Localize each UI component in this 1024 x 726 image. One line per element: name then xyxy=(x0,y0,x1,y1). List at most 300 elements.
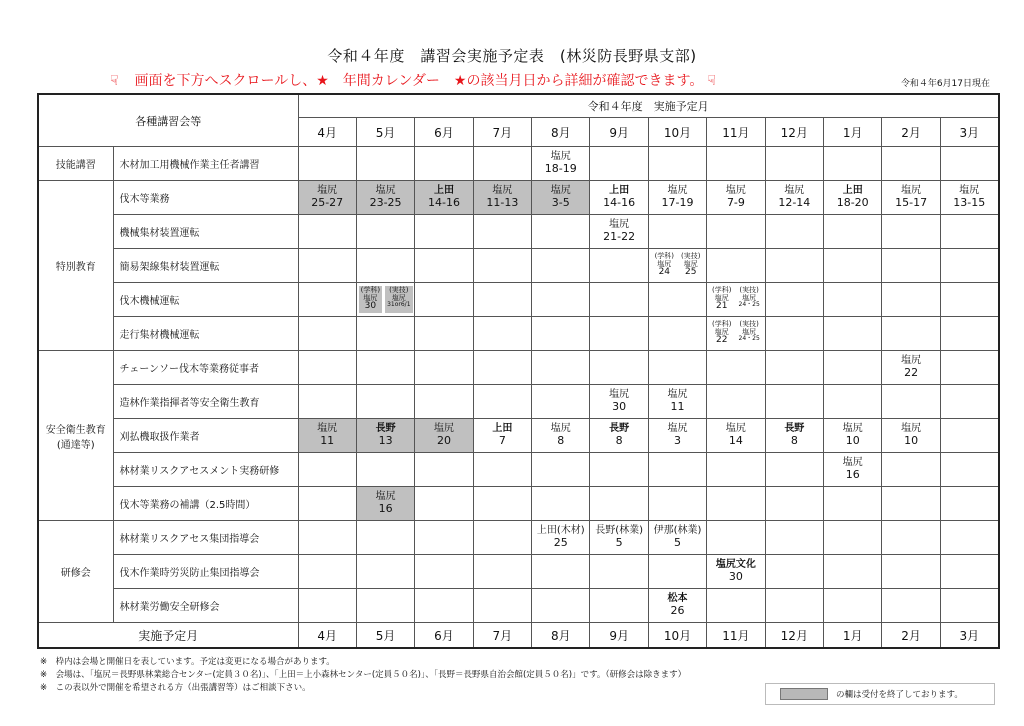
schedule-cell xyxy=(648,283,706,317)
month-footer: 12月 xyxy=(765,623,823,649)
month-header: 1月 xyxy=(824,118,882,147)
schedule-cell xyxy=(590,453,648,487)
schedule-cell xyxy=(765,419,823,453)
session-date: 30 xyxy=(612,399,627,413)
venue: 塩尻 xyxy=(714,293,729,302)
session-part xyxy=(737,320,762,346)
schedule-cell xyxy=(882,317,940,351)
schedule-cell xyxy=(415,249,473,283)
schedule-cell xyxy=(356,283,414,317)
table-row xyxy=(38,351,999,385)
closed-swatch xyxy=(780,688,828,700)
table-row xyxy=(38,181,999,215)
schedule-cell xyxy=(882,385,940,419)
session-date: 31or6/1 xyxy=(387,301,411,309)
course-name: 伐木等業務 xyxy=(113,181,298,215)
schedule-cell xyxy=(356,419,414,453)
session-part xyxy=(679,252,702,278)
schedule-cell xyxy=(765,521,823,555)
month-header: 10月 xyxy=(648,118,706,147)
schedule-cell xyxy=(707,283,765,317)
venue: 塩尻 xyxy=(683,259,698,268)
course-name: 機械集材装置運転 xyxy=(113,215,298,249)
schedule-cell xyxy=(590,419,648,453)
venue: 塩尻 xyxy=(317,423,338,435)
schedule-cell xyxy=(532,385,590,419)
session-type: (実技) xyxy=(739,286,759,295)
schedule-cell xyxy=(882,521,940,555)
schedule-cell xyxy=(940,453,998,487)
schedule-cell xyxy=(940,147,998,181)
schedule-cell xyxy=(473,181,531,215)
month-footer: 3月 xyxy=(940,623,998,649)
category-cell xyxy=(38,181,113,351)
course-name: 伐木作業時労災防止集団指導会 xyxy=(113,555,298,589)
schedule-cell xyxy=(590,147,648,181)
session-date: 3 xyxy=(674,433,682,447)
course-name: チェーンソー伐木等業務従事者 xyxy=(113,351,298,385)
course-name: 木材加工用機械作業主任者講習 xyxy=(113,147,298,181)
month-header: 9月 xyxy=(590,118,648,147)
table-row xyxy=(38,147,999,181)
schedule-cell xyxy=(356,385,414,419)
schedule-cell xyxy=(532,555,590,589)
schedule-cell xyxy=(532,419,590,453)
schedule-cell xyxy=(824,351,882,385)
course-name: 造林作業指揮者等安全衛生教育 xyxy=(113,385,298,419)
schedule-cell xyxy=(532,181,590,215)
schedule-cell xyxy=(532,453,590,487)
schedule-cell xyxy=(298,351,356,385)
venue: 塩尻 xyxy=(842,423,863,435)
schedule-cell xyxy=(940,589,998,623)
schedule-cell xyxy=(298,589,356,623)
schedule-cell xyxy=(298,317,356,351)
table-row xyxy=(38,555,999,589)
table-row xyxy=(38,317,999,351)
session-date: 5 xyxy=(615,535,623,549)
session-date: 22 xyxy=(904,365,919,379)
session-type: (実技) xyxy=(389,286,409,295)
schedule-cell xyxy=(590,283,648,317)
schedule-cell xyxy=(590,487,648,521)
schedule-cell xyxy=(298,487,356,521)
session-date: 24・25 xyxy=(738,301,760,309)
session-type: (実技) xyxy=(681,252,701,261)
month-header: 12月 xyxy=(765,118,823,147)
schedule-cell xyxy=(765,385,823,419)
venue: 塩尻 xyxy=(550,185,571,197)
course-name: 伐木機械運転 xyxy=(113,283,298,317)
schedule-cell xyxy=(298,249,356,283)
venue: 塩尻 xyxy=(433,423,454,435)
venue: 塩尻 xyxy=(550,423,571,435)
schedule-cell xyxy=(590,351,648,385)
category-cell xyxy=(38,521,113,623)
session-date: 26 xyxy=(670,603,685,617)
month-header: 4月 xyxy=(298,118,356,147)
schedule-cell xyxy=(590,249,648,283)
schedule-cell xyxy=(824,317,882,351)
schedule-cell xyxy=(590,385,648,419)
venue: 上田 xyxy=(492,423,513,435)
schedule-cell xyxy=(415,555,473,589)
session-date: 5 xyxy=(674,535,682,549)
session-date: 7 xyxy=(498,433,506,447)
session-date: 13-15 xyxy=(953,195,986,209)
schedule-cell xyxy=(415,317,473,351)
schedule-cell xyxy=(356,351,414,385)
venue: 塩尻 xyxy=(609,389,630,401)
venue: 長野(林業) xyxy=(595,525,644,537)
schedule-cell xyxy=(940,283,998,317)
schedule-cell xyxy=(707,215,765,249)
session-date: 18-20 xyxy=(836,195,869,209)
schedule-cell xyxy=(765,181,823,215)
session-date: 23-25 xyxy=(369,195,402,209)
session-date: 24 xyxy=(658,267,671,278)
schedule-cell xyxy=(824,419,882,453)
session-date: 30 xyxy=(364,301,377,312)
venue: 塩尻 xyxy=(901,423,922,435)
month-footer: 7月 xyxy=(473,623,531,649)
schedule-cell xyxy=(532,283,590,317)
split-session xyxy=(649,252,706,278)
table-row xyxy=(38,487,999,521)
schedule-cell xyxy=(415,487,473,521)
course-name: 刈払機取扱作業者 xyxy=(113,419,298,453)
venue: 塩尻 xyxy=(714,327,729,336)
schedule-cell xyxy=(532,487,590,521)
schedule-cell xyxy=(648,385,706,419)
schedule-cell xyxy=(532,521,590,555)
session-date: 14-16 xyxy=(427,195,460,209)
course-name: 簡易架線集材装置運転 xyxy=(113,249,298,283)
schedule-cell xyxy=(473,249,531,283)
schedule-cell xyxy=(590,589,648,623)
plan-header: 令和４年度 実施予定月 xyxy=(298,94,999,118)
schedule-cell xyxy=(765,351,823,385)
venue: 塩尻 xyxy=(667,389,688,401)
schedule-cell xyxy=(356,521,414,555)
venue: 長野 xyxy=(375,423,396,435)
table-row xyxy=(38,385,999,419)
month-footer: 2月 xyxy=(882,623,940,649)
footnote: ※ 枠内は会場と開催日を表しています。予定は変更になる場合があります。 xyxy=(40,657,335,667)
venue: 塩尻 xyxy=(742,327,757,336)
schedule-cell xyxy=(765,317,823,351)
schedule-cell xyxy=(707,317,765,351)
session-date: 20 xyxy=(436,433,451,447)
session-date: 13 xyxy=(378,433,393,447)
session-date: 21-22 xyxy=(603,229,636,243)
schedule-cell xyxy=(298,385,356,419)
schedule-cell xyxy=(532,589,590,623)
schedule-cell xyxy=(648,453,706,487)
split-session xyxy=(707,286,764,312)
venue: 塩尻 xyxy=(842,457,863,469)
session-date: 10 xyxy=(845,433,860,447)
schedule-cell xyxy=(415,351,473,385)
schedule-cell xyxy=(765,487,823,521)
venue: 塩尻 xyxy=(492,185,513,197)
schedule-cell xyxy=(648,589,706,623)
session-type: (実技) xyxy=(739,320,759,329)
venue: 松本 xyxy=(667,593,688,605)
schedule-cell xyxy=(940,249,998,283)
schedule-cell xyxy=(707,385,765,419)
schedule-cell xyxy=(824,453,882,487)
session-part xyxy=(710,320,733,346)
schedule-cell xyxy=(882,283,940,317)
session-date: 10 xyxy=(904,433,919,447)
session-date: 11-13 xyxy=(486,195,519,209)
schedule-cell xyxy=(590,215,648,249)
schedule-cell xyxy=(356,317,414,351)
schedule-cell xyxy=(415,419,473,453)
session-date: 16 xyxy=(845,467,860,481)
month-footer: 11月 xyxy=(707,623,765,649)
venue: 塩尻 xyxy=(742,293,757,302)
schedule-cell xyxy=(415,147,473,181)
schedule-cell xyxy=(473,521,531,555)
footnotes xyxy=(40,656,686,695)
schedule-cell xyxy=(415,215,473,249)
schedule-cell xyxy=(940,317,998,351)
schedule-cell xyxy=(882,555,940,589)
schedule-cell xyxy=(940,385,998,419)
schedule-cell xyxy=(648,181,706,215)
schedule-cell xyxy=(648,487,706,521)
schedule-cell xyxy=(356,487,414,521)
schedule-cell xyxy=(356,249,414,283)
schedule-cell xyxy=(882,215,940,249)
session-date: 18-19 xyxy=(544,161,577,175)
scroll-notice xyxy=(110,70,716,90)
schedule-cell xyxy=(298,453,356,487)
schedule-cell xyxy=(824,487,882,521)
month-footer: 8月 xyxy=(532,623,590,649)
venue: 上田(木材) xyxy=(536,525,585,537)
session-part xyxy=(359,286,382,312)
schedule-cell xyxy=(415,521,473,555)
schedule-cell xyxy=(648,419,706,453)
venue: 塩尻 xyxy=(550,151,571,163)
schedule-cell xyxy=(648,215,706,249)
venue: 塩尻 xyxy=(391,293,406,302)
schedule-cell xyxy=(707,453,765,487)
schedule-cell xyxy=(356,555,414,589)
schedule-cell xyxy=(532,147,590,181)
schedule-cell xyxy=(707,419,765,453)
schedule-cell xyxy=(765,589,823,623)
session-type: (学科) xyxy=(712,286,732,295)
schedule-cell xyxy=(532,249,590,283)
page-title: 令和４年度 講習会実施予定表 (林災防長野県支部) xyxy=(327,47,697,65)
schedule-cell xyxy=(882,351,940,385)
venue: 塩尻 xyxy=(784,185,805,197)
table-row xyxy=(38,283,999,317)
table-row xyxy=(38,453,999,487)
table-row xyxy=(38,249,999,283)
venue: 長野 xyxy=(784,423,805,435)
notice-text: 画面を下方へスクロールし、★ 年間カレンダー ★の該当月日から詳細が確認できます。 xyxy=(134,73,704,89)
month-header: 3月 xyxy=(940,118,998,147)
schedule-cell xyxy=(824,521,882,555)
venue: 塩尻 xyxy=(657,259,672,268)
schedule-cell xyxy=(298,283,356,317)
schedule-cell xyxy=(356,453,414,487)
split-session xyxy=(707,320,764,346)
venue: 塩尻 xyxy=(317,185,338,197)
schedule-cell xyxy=(590,555,648,589)
course-name: 林材業労働安全研修会 xyxy=(113,589,298,623)
month-footer: 9月 xyxy=(590,623,648,649)
venue: 伊那(林業) xyxy=(653,525,702,537)
table-row xyxy=(38,589,999,623)
schedule-cell xyxy=(707,555,765,589)
category-cell xyxy=(38,351,113,521)
schedule-cell xyxy=(473,419,531,453)
schedule-cell xyxy=(473,555,531,589)
schedule-cell xyxy=(940,521,998,555)
category-label: 技能講習 xyxy=(55,160,96,171)
schedule-cell xyxy=(824,385,882,419)
category-label: 特別教育 xyxy=(55,262,96,273)
venue: 上田 xyxy=(433,185,454,197)
venue: 塩尻 xyxy=(375,491,396,503)
schedule-cell xyxy=(415,283,473,317)
schedule-cell xyxy=(356,215,414,249)
session-date: 21 xyxy=(716,301,728,312)
schedule-cell xyxy=(648,317,706,351)
session-date: 25-27 xyxy=(311,195,344,209)
session-type: (学科) xyxy=(360,286,381,295)
footnote: ※ この表以外で開催を希望される方（出張講習等）はご相談下さい。 xyxy=(40,683,311,693)
pointing-hand-icon: ☟ xyxy=(707,73,716,89)
month-footer: 5月 xyxy=(356,623,414,649)
schedule-cell xyxy=(298,521,356,555)
session-part xyxy=(737,286,762,312)
session-date: 30 xyxy=(728,569,743,583)
as-of-date: 令和４年6月17日現在 xyxy=(900,79,990,89)
schedule-cell xyxy=(824,555,882,589)
schedule-cell xyxy=(473,385,531,419)
schedule-cell xyxy=(648,555,706,589)
session-date: 14 xyxy=(728,433,743,447)
category-label: (通達等) xyxy=(56,439,95,451)
schedule-cell xyxy=(707,147,765,181)
venue: 塩尻 xyxy=(725,423,746,435)
session-date: 15-17 xyxy=(895,195,928,209)
session-date: 11 xyxy=(320,433,335,447)
schedule-cell xyxy=(707,487,765,521)
venue: 塩尻 xyxy=(959,185,980,197)
month-footer: 1月 xyxy=(824,623,882,649)
table-row xyxy=(38,419,999,453)
schedule-cell xyxy=(940,419,998,453)
schedule-cell xyxy=(940,181,998,215)
category-cell xyxy=(38,147,113,181)
session-date: 14-16 xyxy=(603,195,636,209)
schedule-cell xyxy=(415,453,473,487)
schedule-cell xyxy=(882,249,940,283)
venue: 塩尻 xyxy=(901,355,922,367)
venue: 塩尻 xyxy=(667,185,688,197)
schedule-cell xyxy=(940,487,998,521)
month-header: 8月 xyxy=(532,118,590,147)
schedule-cell xyxy=(473,215,531,249)
month-header: 6月 xyxy=(415,118,473,147)
venue: 塩尻 xyxy=(725,185,746,197)
schedule-cell xyxy=(940,555,998,589)
schedule-cell xyxy=(824,147,882,181)
schedule-cell xyxy=(940,215,998,249)
schedule-cell xyxy=(473,589,531,623)
schedule-cell xyxy=(765,555,823,589)
course-name: 伐木等業務の補講（2.5時間） xyxy=(113,487,298,521)
schedule-cell xyxy=(298,181,356,215)
schedule-cell xyxy=(882,181,940,215)
schedule-cell xyxy=(882,147,940,181)
schedule-cell xyxy=(298,215,356,249)
session-date: 16 xyxy=(378,501,393,515)
schedule-cell xyxy=(824,283,882,317)
schedule-cell xyxy=(824,249,882,283)
schedule-cell xyxy=(415,385,473,419)
schedule-cell xyxy=(765,283,823,317)
schedule-cell xyxy=(298,147,356,181)
table-row xyxy=(38,215,999,249)
schedule-cell xyxy=(356,589,414,623)
session-part xyxy=(653,252,676,278)
venue: 上田 xyxy=(609,185,630,197)
category-label: 研修会 xyxy=(60,568,91,579)
schedule-cell xyxy=(824,181,882,215)
schedule-cell xyxy=(940,351,998,385)
footer-label: 実施予定月 xyxy=(38,623,298,649)
schedule-cell xyxy=(298,555,356,589)
session-date: 17-19 xyxy=(661,195,694,209)
schedule-cell xyxy=(473,283,531,317)
schedule-cell xyxy=(473,487,531,521)
schedule-cell xyxy=(882,419,940,453)
legend-text: の欄は受付を終了しております。 xyxy=(836,690,963,700)
schedule-cell xyxy=(415,181,473,215)
session-date: 8 xyxy=(615,433,623,447)
schedule-cell xyxy=(765,249,823,283)
session-date: 25 xyxy=(553,535,568,549)
schedule-cell xyxy=(473,351,531,385)
venue: 長野 xyxy=(609,423,630,435)
course-name: 林材業リスクアセスメント実務研修 xyxy=(113,453,298,487)
schedule-cell xyxy=(473,147,531,181)
footnote: ※ 会場は、「塩尻＝長野県林業総合センター(定員３０名)」、「上田＝上小森林センター(定員５０名)」、「長野＝長野県自治会館(定員５０名)」です。（研修会は除きます） xyxy=(40,670,687,680)
venue: 塩尻 xyxy=(901,185,922,197)
schedule-cell xyxy=(765,453,823,487)
schedule-cell xyxy=(707,521,765,555)
schedule-cell xyxy=(473,453,531,487)
session-date: 7-9 xyxy=(726,195,745,209)
session-type: (学科) xyxy=(654,252,675,261)
schedule-cell xyxy=(473,317,531,351)
session-date: 22 xyxy=(716,335,728,346)
schedule-cell xyxy=(882,589,940,623)
category-label: 安全衛生教育 xyxy=(45,424,106,436)
schedule-cell xyxy=(298,419,356,453)
legend xyxy=(765,683,995,705)
schedule-cell xyxy=(765,147,823,181)
